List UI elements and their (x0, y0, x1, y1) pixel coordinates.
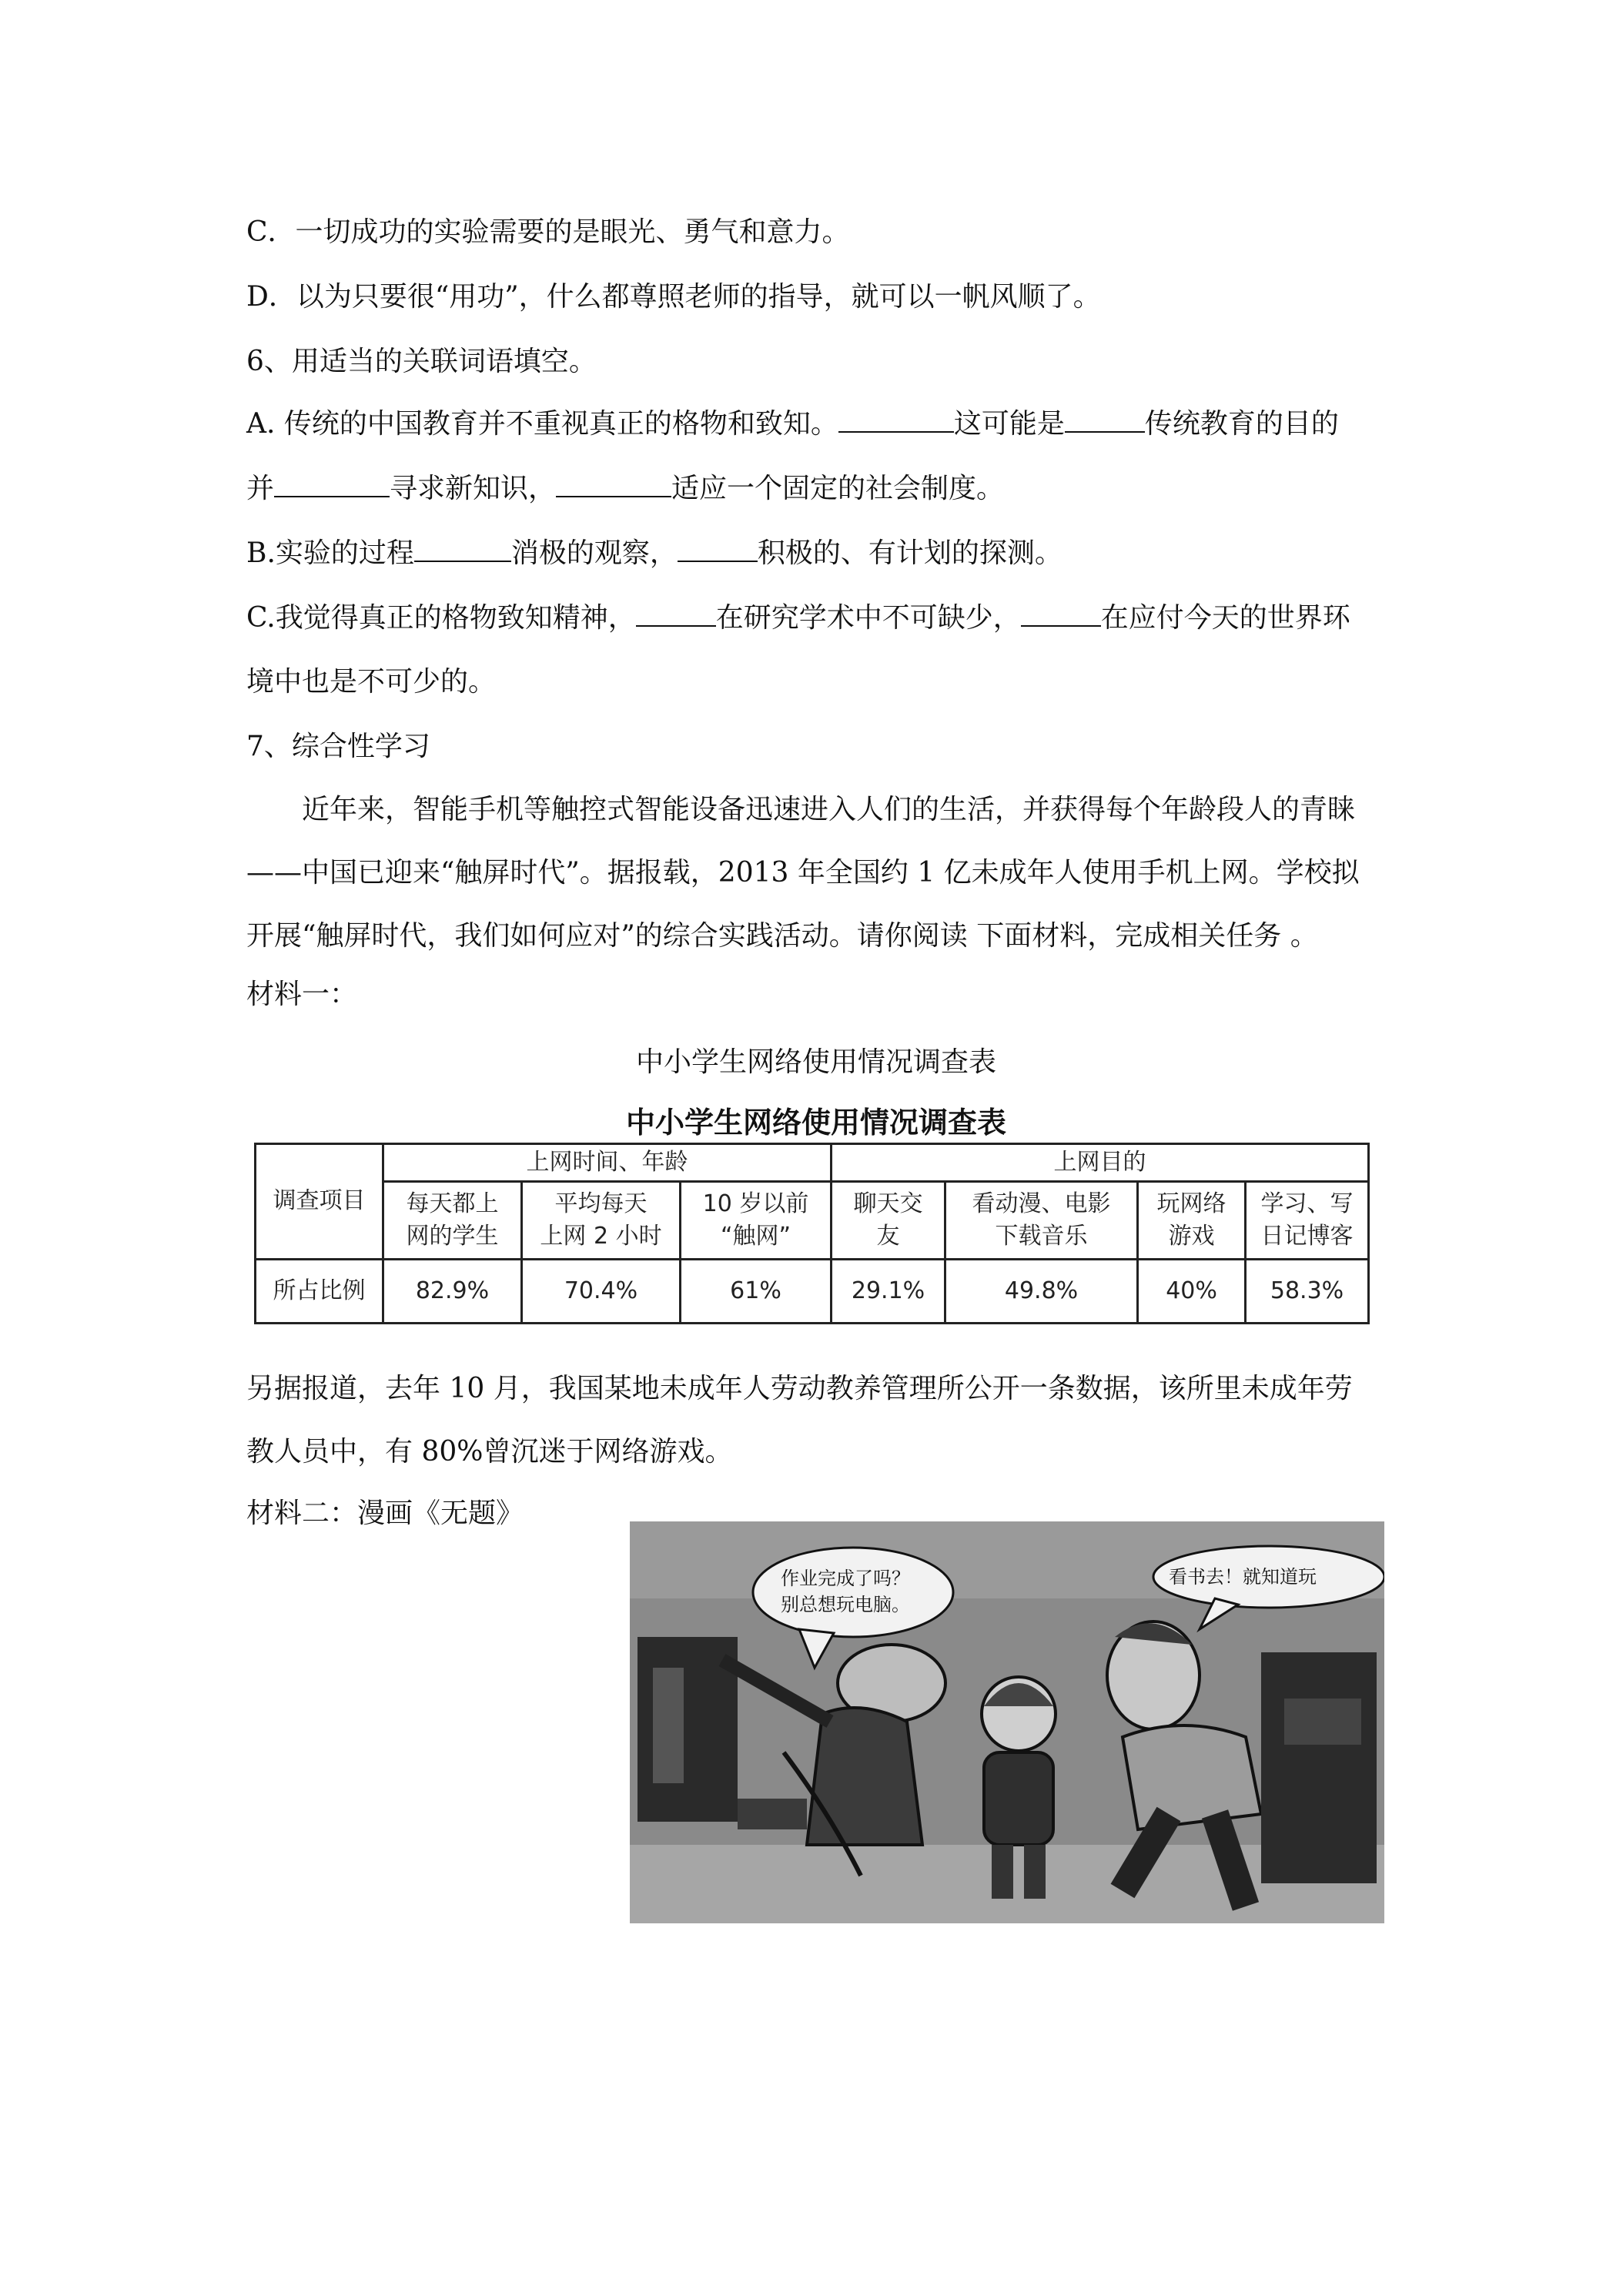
paragraph-line-2: ——中国已迎来“触屏时代”。据报载，2013 年全国约 1 亿未成年人使用手机上网。学校拟 (246, 857, 1360, 889)
row-header-ratio: 所占比例 (256, 1259, 383, 1323)
text-segment: 在应付今天的世界环 (1100, 602, 1350, 634)
row-header-item: 调查项目 (256, 1144, 383, 1260)
fill-blank[interactable] (678, 534, 758, 562)
text-segment: 积极的、有计划的探测。 (757, 537, 1062, 569)
text-segment: 在研究学术中不可缺少， (715, 602, 1021, 634)
question-6-a-line-2 (246, 470, 1386, 507)
material-1-label: 材料一： (246, 979, 358, 1010)
bubble-text-father: 看书去！就知道玩 (1169, 1566, 1317, 1588)
report-line-2: 教人员中，有 80%曾沉迷于网络游戏。 (246, 1436, 733, 1468)
fill-blank[interactable] (556, 470, 671, 497)
table-cell-value: 58.3% (1246, 1259, 1369, 1323)
fill-blank[interactable] (414, 534, 511, 562)
column-header (945, 1181, 1138, 1259)
survey-table-title: 中小学生网络使用情况调查表 (625, 1106, 1006, 1140)
text-segment: A. 传统的中国教育并不重视真正的格物和致知。 (246, 408, 838, 440)
question-6-a-line-1 (246, 405, 1386, 443)
header-line: 聊天交 (853, 1190, 923, 1217)
table-cell-value: 49.8% (945, 1259, 1138, 1323)
header-line: 游戏 (1168, 1222, 1215, 1250)
header-line: 上网 2 小时 (540, 1222, 662, 1250)
text-segment: B.实验的过程 (246, 537, 414, 569)
text-segment: 消极的观察， (510, 537, 678, 569)
fill-blank[interactable] (838, 405, 954, 433)
header-line: 10 岁以前 (702, 1190, 809, 1217)
question-6-c-line-1 (246, 599, 1386, 637)
question-7-heading: 7、综合性学习 (246, 731, 430, 762)
bubble-text-mother-line-2: 别总想玩电脑。 (781, 1594, 910, 1615)
header-line: 网的学生 (406, 1222, 499, 1250)
group-header-time-age: 上网时间、年龄 (383, 1144, 832, 1182)
fill-blank[interactable] (274, 470, 390, 497)
paragraph-line-1: 近年来，智能手机等触控式智能设备迅速进入人们的生活，并获得每个年龄段人的青睐 (302, 794, 1356, 825)
header-line: 日记博客 (1260, 1222, 1354, 1250)
header-line: 看动漫、电影 (972, 1190, 1111, 1217)
header-line: 每天都上 (406, 1190, 499, 1217)
option-c-line: C．一切成功的实验需要的是眼光、勇气和意力。 (246, 216, 850, 248)
text-segment: 寻求新知识， (390, 473, 557, 504)
header-line: 平均每天 (554, 1190, 648, 1217)
header-line: 玩网络 (1156, 1190, 1226, 1217)
survey-table (254, 1143, 1370, 1324)
column-header (1138, 1181, 1246, 1259)
header-line: 学习、写 (1260, 1190, 1354, 1217)
column-header (383, 1181, 522, 1259)
text-segment: C.我觉得真正的格物致知精神， (246, 602, 636, 634)
fill-blank[interactable] (1065, 405, 1145, 433)
text-segment: 适应一个固定的社会制度。 (671, 473, 1005, 504)
paragraph-line-3: 开展“触屏时代，我们如何应对”的综合实践活动。请你阅读 下面材料，完成相关任务 。 (246, 920, 1318, 952)
column-header (832, 1181, 945, 1259)
column-header (681, 1181, 832, 1259)
table-cell-value: 40% (1138, 1259, 1246, 1323)
column-header (1246, 1181, 1369, 1259)
cartoon-untitled (630, 1521, 1384, 1923)
header-line: “触网” (720, 1222, 791, 1250)
report-line-1: 另据报道，去年 10 月，我国某地未成年人劳动教养管理所公开一条数据，该所里未成年劳 (246, 1373, 1353, 1404)
table-caption: 中小学生网络使用情况调查表 (635, 1046, 996, 1078)
group-header-purpose: 上网目的 (832, 1144, 1369, 1182)
question-6-c-line-2: 境中也是不可少的。 (246, 666, 497, 698)
fill-blank[interactable] (636, 599, 716, 627)
header-line: 下载音乐 (995, 1222, 1088, 1250)
question-6-heading: 6、用适当的关联词语填空。 (246, 346, 597, 377)
bubble-text-mother-line-1: 作业完成了吗？ (781, 1568, 910, 1589)
text-segment: 传统教育的目的 (1144, 408, 1339, 440)
option-d-line: D．以为只要很“用功”，什么都尊照老师的指导，就可以一帆风顺了。 (246, 281, 1101, 313)
header-line: 友 (876, 1222, 900, 1250)
question-6-b-line (246, 534, 1386, 572)
text-segment: 这可能是 (953, 408, 1065, 440)
table-cell-value: 82.9% (383, 1259, 522, 1323)
text-segment: 并 (246, 473, 275, 504)
fill-blank[interactable] (1021, 599, 1101, 627)
table-cell-value: 70.4% (522, 1259, 681, 1323)
table-cell-value: 61% (681, 1259, 832, 1323)
column-header (522, 1181, 681, 1259)
material-2-label: 材料二：漫画《无题》 (246, 1498, 524, 1529)
table-cell-value: 29.1% (832, 1259, 945, 1323)
